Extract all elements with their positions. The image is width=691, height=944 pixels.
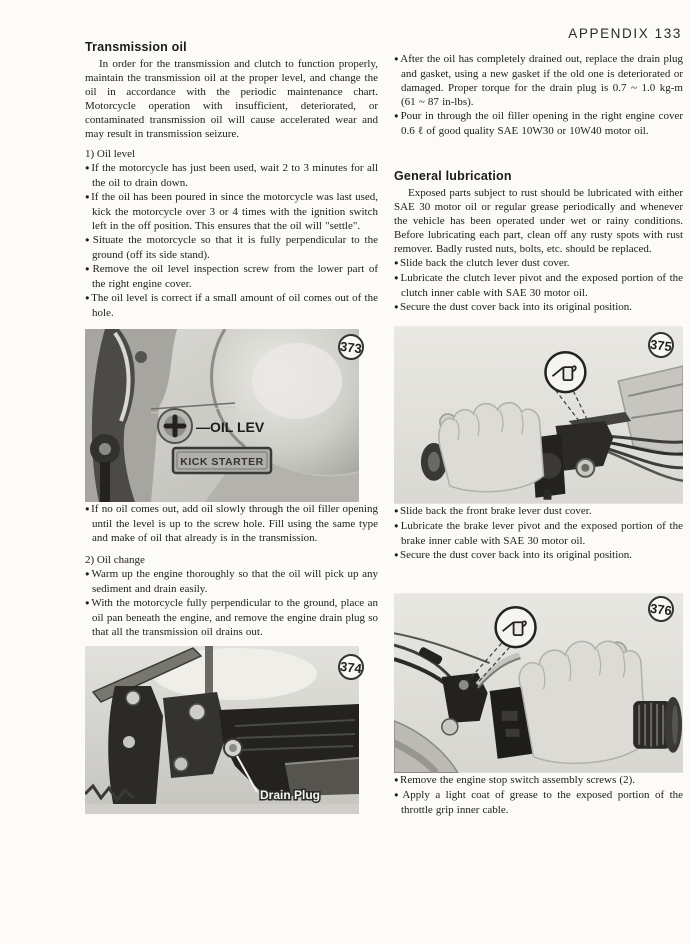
bullet-item: ● If no oil comes out, add oil slowly through the oil filler opening until the level is up to the screw hole. Fill using the same type and make of oil that already is in the transmission. [85,502,378,545]
refill-bullet-list [394,52,683,138]
section-title-transmission-oil: Transmission oil [85,40,187,54]
drain-plug-bolt [224,739,242,757]
drain-plug-label: Drain Plug [260,788,321,802]
bullet-item: ● Warm up the engine thoroughly so that the oil will pick up any sediment and drain easily. [85,567,378,596]
kick-starter-plate [173,448,271,473]
left-column [85,40,378,814]
bullet-item: ● Remove the oil level inspection screw from the lower part of the right engine cover. [85,262,378,291]
general-lubrication-intro: Exposed parts subject to rust should be lubricated with either SAE 30 motor oil or regular grease periodically and whenever the vehicle has been operated under wet or rainy conditions. Before lubricating each part, clean off any rusty spots with rust remover. Badly rusted nuts, bolts, etc. should be replaced. [394,187,683,255]
clutch-lube-bullet-list [394,256,683,315]
bullet-item: ● Apply a light coat of grease to the exposed portion of the throttle grip inner cable. [394,788,683,817]
oil-fill-bullet-list [85,502,378,545]
bullet-item: ● Pour in through the oil filler opening in the right engine cover 0.6 ℓ of good quality SAE 10W30 or 10W40 motor oil. [394,109,683,138]
throttle-lube-bullet-list [394,773,683,817]
page-header: APPENDIX 133 [568,26,682,41]
right-column [394,52,683,817]
photo-throttle-grip-lubrication [394,593,683,773]
oil-change-bullet-list [85,567,378,639]
figure-376-throttle-grip-photo [394,593,683,773]
oil-level-screw [158,409,192,443]
transmission-oil-intro: In order for the transmission and clutch to function properly, maintain the transmission oil at the proper level, and change the oil in accordance with the periodic maintenance chart. Motorcycle operation with insufficient, deteriorated, or contaminated transmission oil will cause accelerated wear and may result in transmission seizure. [85,58,378,140]
hand-shape [439,403,544,492]
bullet-item: ● Secure the dust cover back into its original position. [394,300,683,315]
bullet-item: ● With the motorcycle fully perpendicular to the ground, place an oil pan beneath the engine, and remove the engine drain plug so that all the transmission oil drains out. [85,596,378,639]
bullet-item: ● If the motorcycle has just been used, wait 2 to 3 minutes for all the oil to drain down. [85,161,378,190]
bullet-item: ● Situate the motorcycle so that it is fully perpendicular to the ground (off its side stand). [85,233,378,262]
oil-level-bullet-list [85,161,378,320]
kick-starter-label: KICK STARTER [180,456,264,468]
oil-lev-label: —OIL LEV [196,419,265,435]
oil-level-subheading: 1) Oil level [85,148,136,160]
section-title-general-lubrication: General lubrication [394,169,512,183]
oil-change-subheading: 2) Oil change [85,554,145,566]
bullet-item: ● Secure the dust cover back into its original position. [394,548,683,563]
bullet-item: ● If the oil has been poured in since the motorcycle was last used, kick the motorcycle over 3 or 4 times with the ignition switch left in the off position. This ensures that the oil will "settle". [85,190,378,233]
figure-number-badge: 373 [337,333,366,362]
bullet-item: ● Slide back the clutch lever dust cover. [394,256,683,271]
figure-374-drain-plug-photo [85,646,378,814]
photo-engine-drain-plug [85,646,359,814]
figure-number-badge: 375 [647,331,676,360]
brake-lube-bullet-list [394,504,683,563]
figure-number-badge: 376 [647,595,676,624]
bullet-item: ● Lubricate the clutch lever pivot and the exposed portion of the clutch inner cable with SAE 30 motor oil. [394,271,683,300]
figure-373-oil-level-screw-photo [85,329,378,502]
photo-clutch-lever-lubrication [394,326,683,504]
bullet-item: ● Lubricate the brake lever pivot and the exposed portion of the brake inner cable with SAE 30 motor oil. [394,519,683,548]
bullet-item: ● Remove the engine stop switch assembly screws (2). [394,773,683,788]
photo-engine-cover-oil-level [85,329,359,502]
throttle-grip-shape [633,697,682,753]
figure-375-clutch-lever-photo [394,326,683,504]
bullet-item: ● Slide back the front brake lever dust cover. [394,504,683,519]
figure-number-badge: 374 [337,653,366,682]
bullet-item: ● The oil level is correct if a small amount of oil comes out of the hole. [85,291,378,320]
bullet-item: ● After the oil has completely drained out, replace the drain plug and gasket, using a new gasket if the old one is deteriorated or damaged. Proper torque for the drain plug is 0.7 ~ 1.0 kg-m (61 ~ 87 in-lbs). [394,52,683,109]
